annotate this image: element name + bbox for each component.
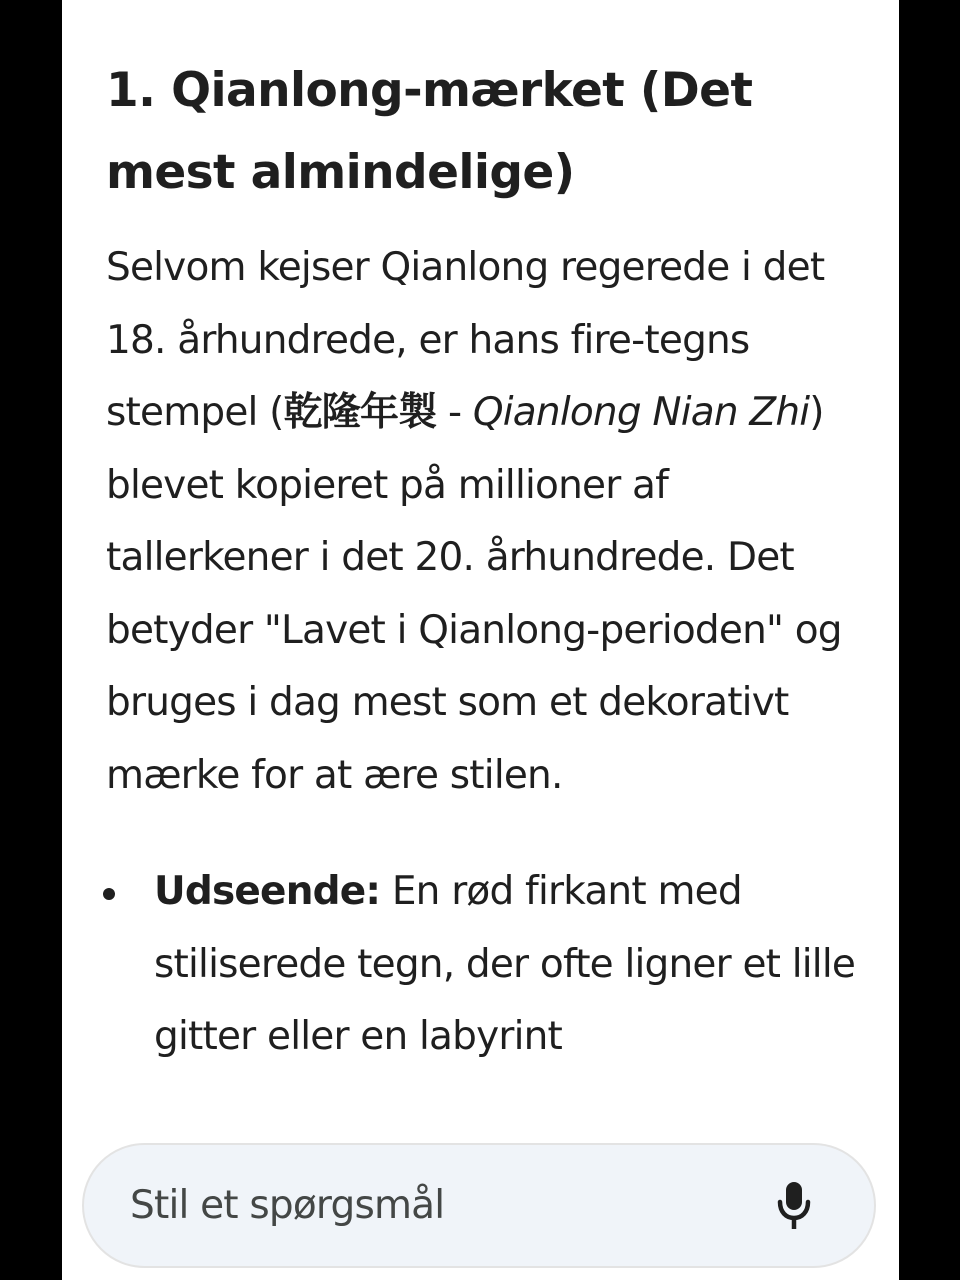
page-frame [62, 0, 899, 1280]
paragraph-dash: - [436, 390, 473, 435]
bullet-label: Udseende: [154, 869, 381, 914]
paragraph-text-before: Selvom kejser Qianlong regerede i det 18. århundrede, er hans fire-tegns stempel ( [106, 245, 825, 435]
bullet-list [106, 856, 866, 1074]
microphone-glyph [774, 1180, 814, 1232]
chinese-reign-mark: 乾隆年製 [283, 390, 437, 435]
section-heading: 1. Qianlong-mærket (Det mest almindelige) [106, 63, 753, 200]
paragraph-text-after: ) blevet kopieret på millioner af tallerkener i det 20. århundrede. Det betyder "Lavet i Qianlong-perioden" og bruges i dag mest som et dekorativt mærke for at ære stilen. [106, 390, 842, 798]
romanization-text: Qianlong Nian Zhi [472, 390, 810, 435]
answer-content [106, 50, 866, 1074]
question-input[interactable] [128, 1182, 764, 1229]
bullet-dot [103, 888, 115, 900]
body-paragraph [106, 232, 866, 812]
ask-input-bar[interactable] [82, 1143, 876, 1268]
microphone-icon[interactable] [764, 1176, 824, 1236]
bullet-text: En rød firkant med stiliserede tegn, der ofte ligner et lille gitter eller en labyrint [154, 869, 856, 1059]
bullet-item-appearance [106, 856, 866, 1074]
